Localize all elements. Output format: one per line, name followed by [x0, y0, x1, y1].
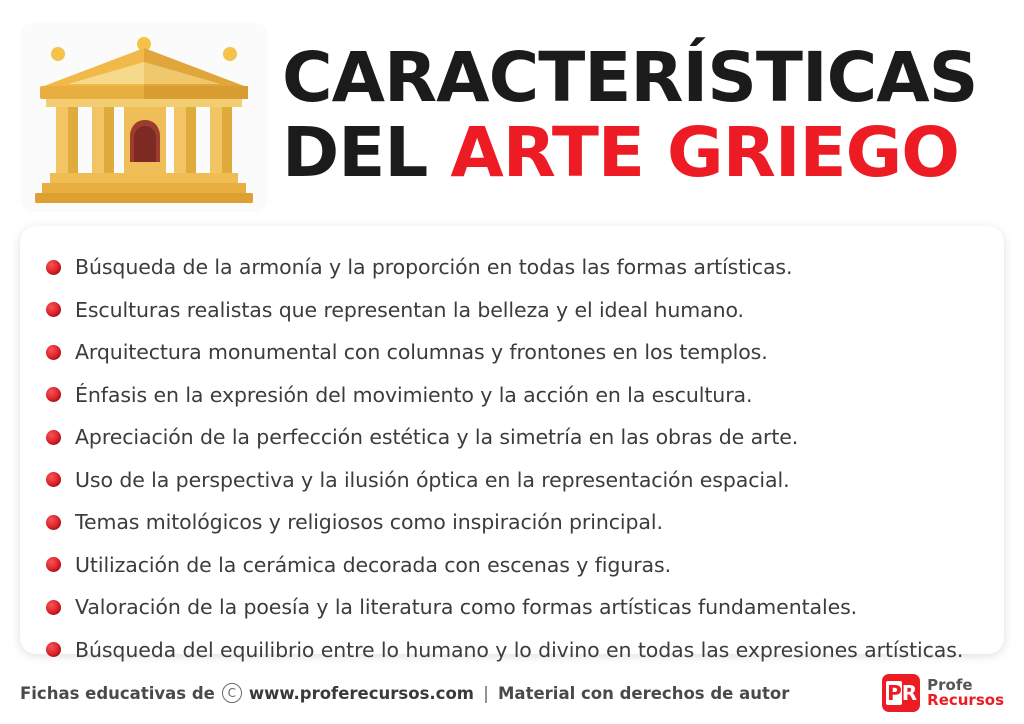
bullet-icon	[46, 387, 61, 402]
list-item-label: Valoración de la poesía y la literatura como formas artísticas fundamentales.	[75, 595, 858, 620]
bullet-icon	[46, 260, 61, 275]
list-item	[46, 544, 978, 587]
list-item	[46, 246, 978, 289]
greek-temple-icon	[32, 32, 256, 204]
list-item	[46, 459, 978, 502]
page-title-line-2	[282, 112, 1004, 193]
characteristics-card	[20, 226, 1004, 662]
page-title-line-2-prefix: DEL	[282, 112, 451, 193]
footer	[20, 670, 1004, 716]
bullet-icon	[46, 345, 61, 360]
bullet-icon	[46, 557, 61, 572]
list-item-label: Arquitectura monumental con columnas y frontones en los templos.	[75, 340, 768, 365]
list-item	[46, 629, 978, 672]
list-item	[46, 586, 978, 629]
list-item	[46, 289, 978, 332]
page-title-line-1: CARACTERÍSTICAS	[282, 37, 978, 118]
page-title-line-2-accent: ARTE GRIEGO	[450, 112, 959, 193]
bullet-icon	[46, 472, 61, 487]
list-item	[46, 416, 978, 459]
characteristics-list	[46, 246, 978, 671]
temple-illustration-container	[20, 22, 268, 212]
brand-name-bottom: Recursos	[927, 691, 1004, 709]
copyright-icon: C	[222, 683, 242, 703]
footer-website-link[interactable]: www.proferecursos.com	[248, 683, 474, 703]
list-item-label: Uso de la perspectiva y la ilusión óptica en la representación espacial.	[75, 467, 790, 492]
list-item-label: Énfasis en la expresión del movimiento y la acción en la escultura.	[75, 382, 753, 407]
bullet-icon	[46, 302, 61, 317]
list-item-label: Búsqueda de la armonía y la proporción en todas las formas artísticas.	[75, 255, 793, 280]
brand-mark-icon	[882, 674, 920, 712]
footer-separator: |	[482, 683, 490, 703]
list-item-label: Búsqueda del equilibrio entre lo humano y lo divino en todas las expresiones artísticas.	[75, 637, 964, 662]
brand-name-top: Profe	[927, 676, 973, 694]
list-item-label: Apreciación de la perfección estética y la simetría en las obras de arte.	[75, 425, 799, 450]
footer-rights-label: Material con derechos de autor	[498, 683, 790, 703]
brand-mark-p: P	[887, 681, 901, 705]
list-item	[46, 374, 978, 417]
bullet-icon	[46, 642, 61, 657]
list-item	[46, 501, 978, 544]
header	[20, 18, 1004, 216]
brand-wordmark	[927, 678, 1004, 708]
list-item-label: Utilización de la cerámica decorada con escenas y figuras.	[75, 552, 671, 577]
bullet-icon	[46, 430, 61, 445]
brand-mark-r: R	[901, 681, 917, 705]
brand-logo	[882, 674, 1004, 712]
list-item	[46, 331, 978, 374]
bullet-icon	[46, 600, 61, 615]
footer-credit-label: Fichas educativas de	[20, 683, 215, 703]
list-item-label: Esculturas realistas que representan la belleza y el ideal humano.	[75, 297, 744, 322]
page-title-block	[274, 37, 1004, 193]
list-item-label: Temas mitológicos y religiosos como inspiración principal.	[75, 510, 663, 535]
bullet-icon	[46, 515, 61, 530]
brand-mark-letters	[886, 681, 916, 705]
